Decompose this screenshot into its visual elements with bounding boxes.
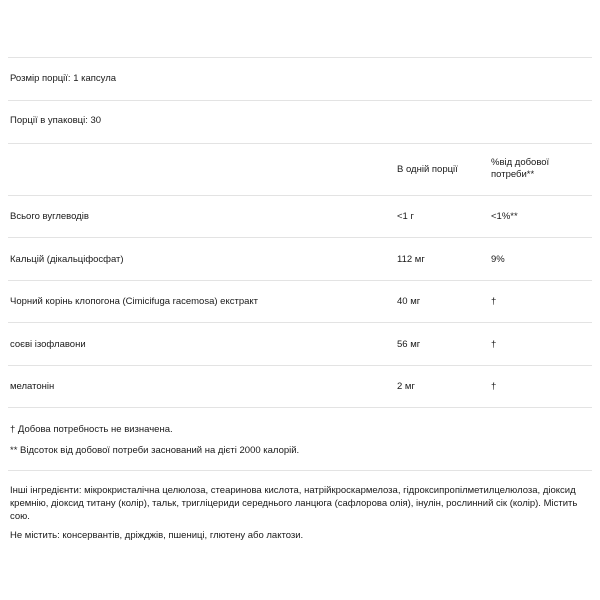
- nutrient-amount: 112 мг: [397, 254, 425, 265]
- divider: [8, 100, 592, 101]
- serving-size: Розмір порції: 1 капсула: [10, 73, 117, 84]
- nutrient-amount: 40 мг: [397, 296, 421, 307]
- divider: [8, 365, 592, 366]
- divider: [8, 143, 592, 144]
- nutrient-name: мелатонін: [10, 381, 55, 392]
- nutrient-daily-value: †: [491, 381, 497, 392]
- nutrient-name: Чорний корінь клопогона (Cimicifuga racemosa) екстракт: [10, 296, 258, 307]
- nutrient-daily-value: †: [491, 296, 497, 307]
- daily-value-header: %від добової потреби**: [491, 157, 550, 180]
- per-serving-header: В одній порції: [397, 164, 458, 175]
- does-not-contain: Не містить: консервантів, дріжджів, пшениці, глютену або лактози.: [10, 530, 304, 541]
- nutrient-amount: <1 г: [397, 211, 414, 222]
- divider: [8, 57, 592, 58]
- divider: [8, 280, 592, 281]
- nutrient-name: Всього вуглеводів: [10, 211, 89, 222]
- divider: [8, 470, 592, 471]
- other-ingredients: Інші інгредієнти: мікрокристалічна целюлоза, стеаринова кислота, натрійкроскармелоза, гідроксипропілметилцелюлоза, діоксид кремнію, діоксид титану (колір), тальк, тригліцериди середнього ланцюга (сафлорова олія), інулін, рослинний сік (колір). Містить сою.: [10, 485, 578, 522]
- nutrient-name: соєві ізофлавони: [10, 339, 86, 350]
- divider: [8, 195, 592, 196]
- divider: [8, 407, 592, 408]
- nutrient-amount: 2 мг: [397, 381, 415, 392]
- divider: [8, 322, 592, 323]
- nutrient-name: Кальцій (дікальціфосфат): [10, 254, 124, 265]
- footnote-dagger: † Добова потребность не визначена.: [10, 424, 173, 435]
- nutrient-daily-value: 9%: [491, 254, 505, 265]
- nutrient-daily-value: <1%**: [491, 211, 518, 222]
- footnote-daily-value: ** Відсоток від добової потреби заснований на дієті 2000 калорій.: [10, 445, 300, 456]
- servings-per-container: Порції в упаковці: 30: [10, 115, 102, 126]
- nutrient-daily-value: †: [491, 339, 497, 350]
- nutrient-amount: 56 мг: [397, 339, 421, 350]
- divider: [8, 237, 592, 238]
